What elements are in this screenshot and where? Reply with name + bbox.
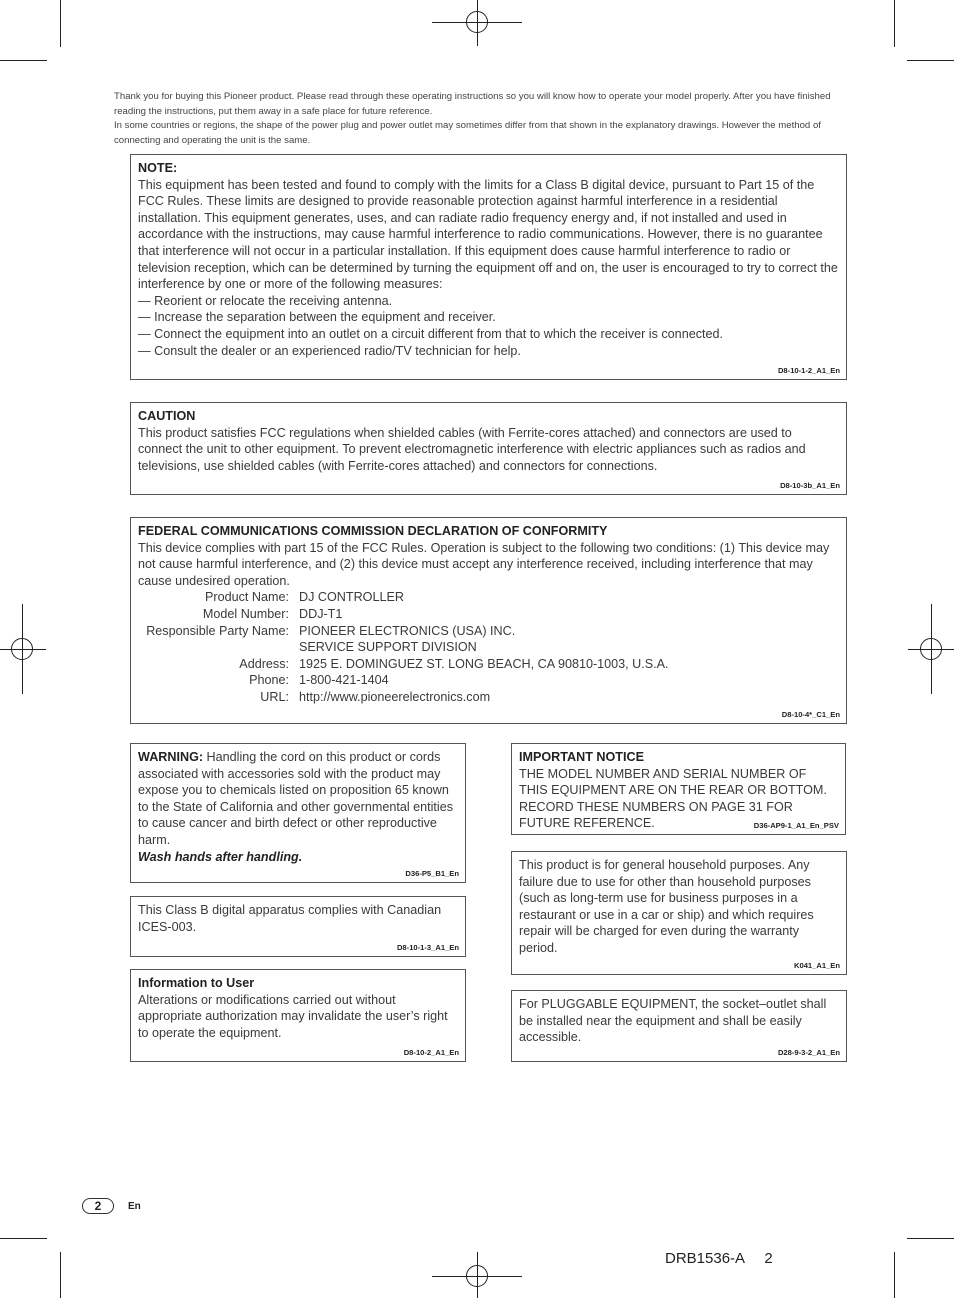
crop-mark	[60, 1252, 61, 1298]
fcc-code: D8-10-4*_C1_En	[781, 710, 840, 719]
important-code: D36-AP9-1_A1_En_PSV	[753, 821, 839, 830]
crop-mark	[0, 1238, 47, 1239]
info-user-body: Alterations or modifications carried out without appropriate authorization may invalidate the user’s right to operate the equipment.	[138, 992, 448, 1040]
registration-circle-icon	[466, 1265, 488, 1287]
party-label: Responsible Party Name:	[146, 623, 289, 638]
crop-mark	[907, 1238, 954, 1239]
caution-title: CAUTION	[138, 409, 196, 423]
model-number-label: Model Number:	[202, 606, 289, 621]
phone-label: Phone:	[249, 673, 289, 688]
registration-circle-icon	[11, 638, 33, 660]
warning-box	[130, 743, 466, 883]
registration-circle-icon	[920, 638, 942, 660]
note-title: NOTE:	[138, 161, 178, 175]
household-code: K041_A1_En	[793, 961, 840, 970]
warning-body: Handling the cord on this product or cords associated with accessories sold with the product may expose you to chemicals listed on proposition 65 known to the State of California and other governmental entities to cause cancer and birth defect or other reproductive harm.	[138, 750, 454, 847]
url-value: http://www.pioneerelectronics.com	[299, 689, 491, 704]
note-measure: — Consult the dealer or an experienced radio/TV technician for help.	[138, 343, 521, 358]
crop-mark	[907, 60, 954, 61]
canada-body: This Class B digital apparatus complies with Canadian ICES-003.	[138, 903, 442, 934]
pluggable-box	[511, 990, 847, 1062]
address-value: 1925 E. DOMINGUEZ ST. LONG BEACH, CA 90810-1003, U.S.A.	[299, 656, 669, 671]
document-code-text: DRB1536-A	[665, 1250, 745, 1267]
note-body: This equipment has been tested and found to comply with the limits for a Class B digital device, pursuant to Part 15 of the FCC Rules. These limits are designed to provide reasonable protection against harmful interference in a residential installation. This equipment generates, uses, and can radiate radio frequency energy and, if not installed and used in accordance with the instructions, may cause harmful interference to radio communications. However, there is no guarantee that interference will not occur in a particular installation. If this equipment does cause harmful interference to radio or television reception, which can be determined by turning the equipment off and on, the user is encouraged to try to correct the interference by one or more of the following measures:	[138, 177, 838, 292]
note-measure: — Reorient or relocate the receiving antenna.	[138, 293, 393, 308]
crop-mark	[894, 0, 895, 47]
warning-code: D36-P5_B1_En	[405, 869, 459, 878]
phone-value: 1-800-421-1404	[299, 673, 389, 688]
crop-mark	[0, 60, 47, 61]
important-notice-box	[511, 743, 846, 835]
household-body: This product is for general household purposes. Any failure due to use for other than household purposes (such as long-term use for business purposes in a restaurant or use in a car or ship) and which requires repair will be charged for even during the warranty period.	[519, 858, 814, 955]
intro-line-2: In some countries or regions, the shape of the power plug and power outlet may sometimes differ from that shown in the explanatory drawings. However the method of connecting and operating the unit is the same.	[114, 120, 821, 146]
language-label: En	[128, 1201, 141, 1212]
crop-mark	[60, 0, 61, 47]
fcc-body: This device complies with part 15 of the FCC Rules. Operation is subject to the following two conditions: (1) This device may not cause harmful interference, and (2) this device must accept any interference received, including interference that may cause undesired operation.	[138, 540, 830, 588]
info-user-box	[130, 969, 466, 1062]
household-box	[511, 851, 847, 975]
intro-line-1: Thank you for buying this Pioneer product. Please read through these operating instructions so you will know how to operate your model properly. After you have finished reading the instructions, put them away in a safe place for future reference.	[114, 91, 831, 117]
product-name-label: Product Name:	[205, 590, 289, 605]
caution-box	[130, 402, 847, 495]
fcc-title: FEDERAL COMMUNICATIONS COMMISSION DECLARATION OF CONFORMITY	[138, 524, 608, 538]
fcc-details	[138, 589, 839, 705]
fcc-declaration-box	[130, 517, 847, 724]
party-value-2: SERVICE SUPPORT DIVISION	[299, 640, 477, 655]
canada-code: D8-10-1-3_A1_En	[396, 943, 459, 952]
party-value: PIONEER ELECTRONICS (USA) INC.	[299, 623, 516, 638]
important-title: IMPORTANT NOTICE	[519, 750, 644, 764]
document-page: 2	[764, 1250, 773, 1267]
note-measure: — Connect the equipment into an outlet on a circuit different from that to which the receiver is connected.	[138, 326, 724, 341]
caution-code: D8-10-3b_A1_En	[780, 481, 840, 490]
model-number-value: DDJ-T1	[299, 606, 343, 621]
url-label: URL:	[260, 689, 289, 704]
intro-text	[114, 90, 864, 148]
important-body: THE MODEL NUMBER AND SERIAL NUMBER OF THIS EQUIPMENT ARE ON THE REAR OR BOTTOM. RECORD THESE NUMBERS ON PAGE 31 FOR FUTURE REFERENCE.	[519, 766, 827, 831]
registration-circle-icon	[466, 11, 488, 33]
pluggable-code: D28-9-3-2_A1_En	[777, 1048, 840, 1057]
note-measure: — Increase the separation between the equipment and receiver.	[138, 310, 496, 325]
info-user-title: Information to User	[138, 976, 255, 990]
note-code: D8-10-1-2_A1_En	[777, 366, 840, 375]
crop-mark	[894, 1252, 895, 1298]
caution-body: This product satisfies FCC regulations when shielded cables (with Ferrite-cores attached) and connectors are used to connect the unit to other equipment. To prevent electromagnetic interference with electric appliances such as radios and televisions, use shielded cables (with Ferrite-cores attached) and connectors for connections.	[138, 425, 806, 473]
pluggable-body: For PLUGGABLE EQUIPMENT, the socket–outlet shall be installed near the equipment and shall be easily accessible.	[519, 997, 827, 1045]
page-number-badge: 2	[82, 1198, 114, 1214]
warning-label: WARNING:	[138, 750, 204, 764]
info-user-code: D8-10-2_A1_En	[403, 1048, 459, 1057]
product-name-value: DJ CONTROLLER	[299, 590, 404, 605]
wash-hands-text: Wash hands after handling.	[138, 849, 303, 864]
canada-box	[130, 896, 466, 957]
note-box	[130, 154, 847, 380]
document-code	[665, 1250, 773, 1267]
address-label: Address:	[239, 656, 289, 671]
